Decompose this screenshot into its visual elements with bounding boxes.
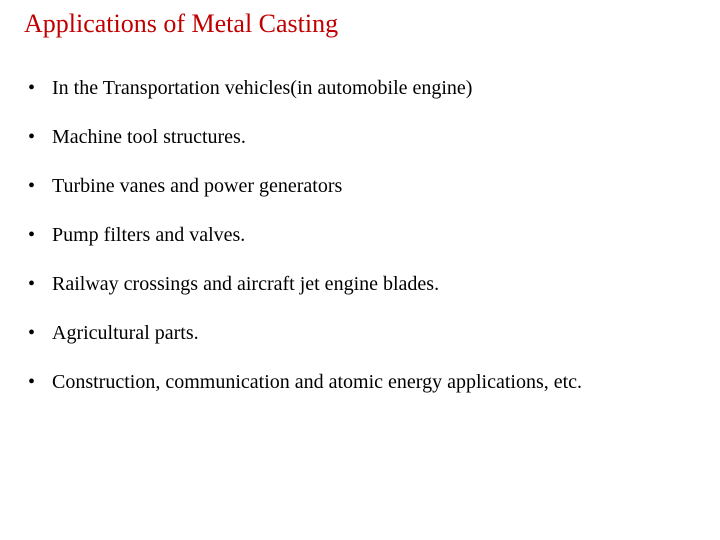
bullet-text: In the Transportation vehicles(in automobile engine) (52, 77, 473, 99)
bullet-text: Railway crossings and aircraft jet engine blades. (52, 273, 440, 295)
bullet-text: Agricultural parts. (52, 322, 199, 344)
bullet-item (24, 219, 684, 252)
bullet-item (24, 170, 684, 203)
bullet-text: Construction, communication and atomic energy applications, etc. (52, 371, 583, 393)
bullet-icon: • (28, 371, 36, 393)
bullet-text: Machine tool structures. (52, 126, 246, 148)
bullet-item (24, 72, 684, 105)
bullet-list (24, 72, 684, 422)
bullet-icon: • (28, 77, 36, 99)
slide-title: Applications of Metal Casting (24, 9, 339, 38)
bullet-item (24, 121, 684, 154)
bullet-item (24, 358, 684, 406)
bullet-icon: • (28, 175, 36, 197)
bullet-text: Pump filters and valves. (52, 224, 246, 246)
bullet-icon: • (28, 224, 36, 246)
bullet-item (24, 268, 684, 301)
bullet-icon: • (28, 322, 36, 344)
bullet-icon: • (28, 126, 36, 148)
bullet-text: Turbine vanes and power generators (52, 175, 343, 197)
bullet-item (24, 317, 684, 350)
bullet-icon: • (28, 273, 36, 295)
